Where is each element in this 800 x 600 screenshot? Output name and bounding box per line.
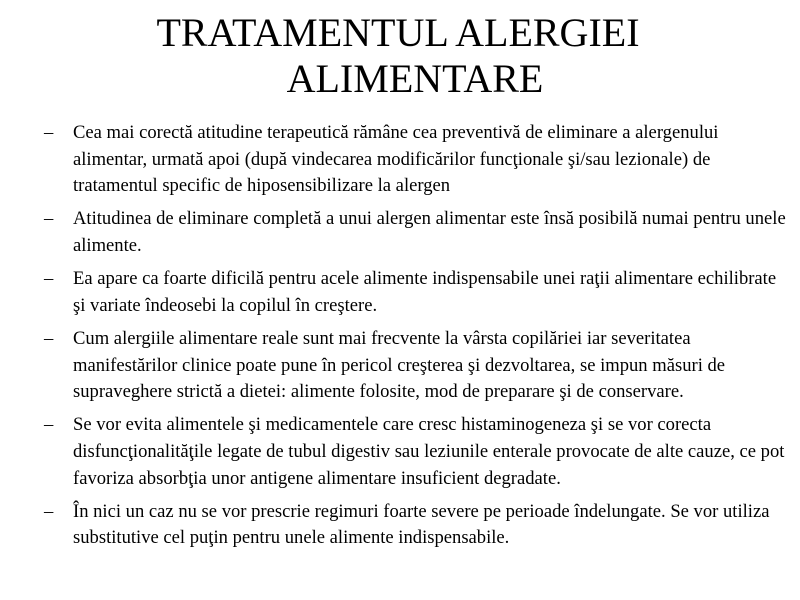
slide-title-line-2: ALIMENTARE [286, 56, 544, 101]
bullet-item [0, 120, 800, 200]
bullet-item [0, 326, 800, 406]
slide-title-line-1: TRATAMENTUL ALERGIEI [156, 10, 640, 55]
bullet-dash-icon: – [44, 500, 54, 522]
bullet-item [0, 412, 800, 492]
bullet-list [0, 120, 800, 558]
slide-title [0, 10, 800, 102]
bullet-text: În nici un caz nu se vor prescrie regimuri foarte severe pe perioade îndelungate. Se vor utiliza substitutive cel puţin pentru unele alimente indispensabile. [73, 500, 770, 549]
bullet-dash-icon: – [44, 268, 54, 290]
bullet-dash-icon: – [44, 208, 54, 230]
bullet-text: Cum alergiile alimentare reale sunt mai frecvente la vârsta copilăriei iar severitatea manifestărilor clinice poate pune în pericol creşterea şi dezvoltarea, se impun măsuri de supraveghere strictă a dietei: alimente folosite, mod de preparare şi de conservare. [73, 327, 726, 403]
bullet-dash-icon: – [44, 327, 54, 349]
bullet-text: Cea mai corectă atitudine terapeutică rămâne cea preventivă de eliminare a alergenului alimentar, urmată apoi (după vindecarea modificărilor funcţionale şi/sau lezionale) de tratamentul specific de hiposensibilizare la alergen [73, 122, 719, 197]
bullet-item [0, 206, 800, 259]
bullet-dash-icon: – [44, 414, 54, 436]
bullet-text: Ea apare ca foarte dificilă pentru acele alimente indispensabile unei raţii alimentare echilibrate şi variate îndeosebi la copilul în creştere. [73, 268, 777, 316]
bullet-text: Se vor evita alimentele şi medicamentele care cresc histaminogeneza şi se vor corecta disfuncţionalităţile legate de tubul digestiv sau leziunile enterale provocate de alte cauze, ce pot favoriza absorbţia unor antigene alimentare insuficient degradate. [73, 414, 785, 489]
bullet-item [0, 266, 800, 319]
bullet-item [0, 499, 800, 552]
bullet-text: Atitudinea de eliminare completă a unui alergen alimentar este însă posibilă numai pentru unele alimente. [73, 208, 786, 256]
bullet-dash-icon: – [44, 122, 54, 143]
